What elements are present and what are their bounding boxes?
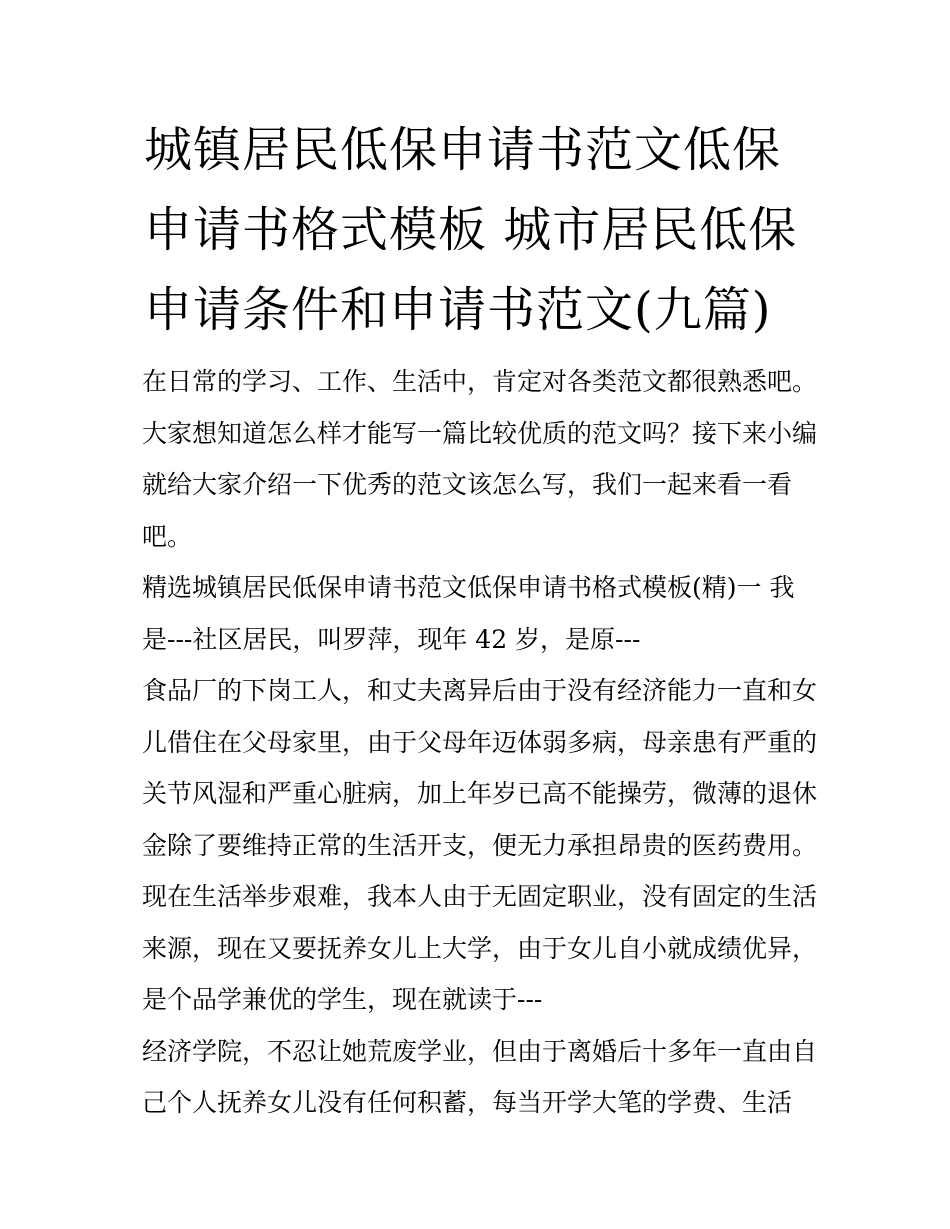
body-line: 关节风湿和严重心脏病，加上年岁已高不能操劳，微薄的退休 xyxy=(142,779,818,808)
body-line: 在日常的学习、工作、生活中，肯定对各类范文都很熟悉吧。 xyxy=(142,367,818,396)
document-body xyxy=(142,356,832,1129)
body-line: 是个品学兼优的学生，现在就读于--- xyxy=(142,985,543,1014)
body-line: 精选城镇居民低保申请书范文低保申请书格式模板(精)一 我 xyxy=(142,573,795,602)
body-line: 是---社区居民，叫罗萍，现年 42 岁，是原--- xyxy=(142,624,641,654)
body-line: 大家想知道怎么样才能写一篇比较优质的范文吗？接下来小编 xyxy=(142,418,818,448)
body-line: 现在生活举步艰难，我本人由于无固定职业，没有固定的生活 xyxy=(142,882,818,911)
title-line: 申请书格式模板 城市居民低保 xyxy=(144,202,798,258)
body-line: 己个人抚养女儿没有任何积蓄，每当开学大笔的学费、生活 xyxy=(142,1088,793,1117)
title-line: 申请条件和申请书范文(九篇) xyxy=(144,282,772,338)
body-line: 吧。 xyxy=(142,521,193,551)
body-line: 经济学院，不忍让她荒废学业，但由于离婚后十多年一直由自 xyxy=(142,1036,818,1066)
body-line: 就给大家介绍一下优秀的范文该怎么写，我们一起来看一看 xyxy=(142,470,793,499)
body-line: 儿借住在父母家里，由于父母年迈体弱多病，母亲患有严重的 xyxy=(142,727,818,757)
document-title xyxy=(144,110,824,350)
body-line: 金除了要维持正常的生活开支，便无力承担昂贵的医药费用。 xyxy=(142,830,818,860)
body-line: 食品厂的下岗工人，和丈夫离异后由于没有经济能力一直和女 xyxy=(142,676,818,705)
body-line: 来源，现在又要抚养女儿上大学，由于女儿自小就成绩优异， xyxy=(142,933,818,963)
title-line: 城镇居民低保申请书范文低保 xyxy=(144,122,782,178)
